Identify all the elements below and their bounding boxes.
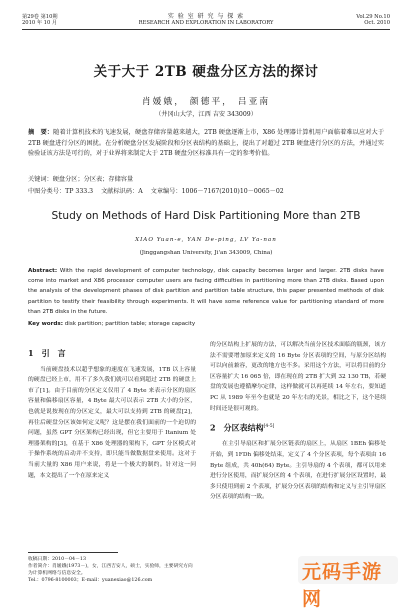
body-right-column — [210, 340, 386, 503]
footnote-received: 收稿日期：2010－04－13 — [28, 557, 86, 562]
paper-title-cn: 关于大于 2TB 硬盘分区方法的探讨 — [93, 64, 319, 80]
introduction-paragraph: 当前硬盘技术以超乎想象的速度在飞速发展，1TB 以上容量的硬盘已经上市，用不了多久我们就可以看到超过 2TB 的硬盘上市了[1]。由于目前的分区定义仅用了 4 Byte 来表示分区的扇区容量和偏移扇区容量，4 Byte 最大可以表示 2TB 大小的分区，也就是说按现在的分区定义，最大可以支持到 2TB 的硬盘[2]，再往后硬盘分区该如何定义呢？这是摆在我们面前的一个迫切的问题，虽然 GPT 分区架构已经出现，但它主要用于 Itanium 处理器架构的[3]，在基于 X86 处理器的架构下，GPT 分区模式对于操作系统的启动并不支持，即只能当做数据盘来使用。这对于当前大量的 X86 用户来说，将是一个极大的制约。针对这一问题，本文提出了一个在原来定义 — [28, 366, 196, 479]
journal-name — [0, 14, 412, 26]
journal-volume-en — [356, 14, 390, 26]
header-divider — [22, 29, 390, 30]
section-heading-introduction: 1 引 言 — [28, 348, 66, 358]
keywords-cn: 关键词：硬盘分区；分区表；存储容量 — [28, 176, 134, 183]
abstract-en-label: Abstract: — [28, 268, 58, 274]
affiliation-en: (Jinggangshan University, Ji'an 343009, China) — [139, 250, 273, 256]
affiliation-cn: （井冈山大学，江西 吉安 343009） — [155, 111, 257, 118]
footnote — [28, 556, 196, 584]
authors-cn: 肖媛娥， 颜德平， 吕亚南 — [141, 97, 271, 107]
journal-name-cn: 实 验 室 研 究 与 探 索 — [167, 13, 245, 20]
abstract-cn-text: 随着计算机技术的飞速发展，硬盘存储容量越来越大，2TB 硬盘逐渐上市，X86 处理器计算机用户面临着难以应对大于 2TB 硬盘进行分区的困扰。在分析硬盘分区发展阶段和分区表结构的基础上，提出了对超过 2TB 硬盘进行分区的方法，并通过实验验证该方法是可行的，对于业界将来制定大于 2TB 硬盘分区标准具有一定的参考价值。 — [28, 129, 385, 158]
section2-citation: [4-5] — [263, 424, 275, 430]
journal-volume-en-line2: Oct. 2010 — [364, 20, 390, 27]
abstract-cn — [28, 128, 384, 160]
keywords-en-label: Key words: — [28, 321, 63, 327]
journal-name-en: RESEARCH AND EXPLORATION IN LABORATORY — [138, 20, 274, 27]
keywords-en-text: disk partition; partition table; storage capacity — [64, 321, 196, 327]
clc-number: 中图分类号：TP 333.3 — [28, 188, 94, 195]
body-left-column — [28, 340, 196, 481]
watermark-text: 元码手游网 — [302, 561, 383, 610]
watermark-logo — [298, 556, 398, 610]
footnote-contact: Tel.：0796-8100003；E-mail：yuanexiao@126.com — [28, 578, 153, 583]
section2-title: 2 分区表结构 — [210, 422, 264, 433]
journal-volume-en-line1: Vol.29 No.10 — [356, 14, 390, 20]
authors-en: XIAO Yuan-e, YAN De-ping, LV Ya-nan — [135, 237, 277, 243]
abstract-en-text: With the rapid development of computer technology, disk capacity becomes larger and larger. 2TB disks have come into market and X86 processor computer users are facing difficulties in partitioning more than 2TB disks. Based upon the analysis of the development phases of disk partition and partition table structure, this paper presented methods of disk partition to testify their feasibility through experiments. It will have some reference value for partitioning standard of more than 2TB disks in the future. — [28, 268, 384, 315]
abstract-cn-label: 摘 要： — [28, 129, 54, 136]
continuation-paragraph: 的分区结构上扩展的方法，可以解决当前分区技术面临的瓶颈，该方法不需要增加原来定义的 16 Byte 分区表项的空间，与原分区结构可以向前兼容，更改的地方也不多。采用这个方法，可以将目前的分区容量扩大 16 065 倍，即在现在的 2TB 扩大到 32 130 TB，若硬盘的发展也遵循摩尔定律，这样做就可以再延续 14 年左右，要知道 PC 从 1989 年至今也就是 20 年左右的光景，相比之下，这个延续时间还是很可观的。 — [210, 342, 386, 412]
partition-table-paragraph: 在主引导扇区和扩展分区链表的扇区上，从扇区 1BEh 偏移处开始，到 1FDh 偏移处结束，定义了 4 个分区表项，每个表项由 16 Byte 组成，共 40h(64) Byte。主引导扇的 4 个表项，都可以用来进行分区使用，而扩展分区的 4 个表项，在进行扩展分区设置时，最多只使用到前 2 个表项，扩展分分区表项的结构和定义与主引导扇区分区表项的结构一致。 — [210, 441, 386, 501]
keywords-en — [28, 321, 195, 327]
document-code: 文献标识码：A — [101, 188, 143, 195]
footnote-divider — [28, 552, 118, 553]
article-number: 文章编号：1006－7167(2010)10－0065－02 — [150, 188, 284, 195]
journal-volume: 第29卷 第10期 — [22, 14, 58, 20]
journal-date: 2010 年 10 月 — [22, 20, 58, 27]
section-heading-partition-table — [210, 422, 386, 433]
classification-info — [28, 186, 384, 195]
paper-title-en: Study on Methods of Hard Disk Partitioning More than 2TB — [51, 210, 361, 222]
footnote-author: 作者简介：肖媛娥(1973－)，女，江西吉安人，硕士，实验师，主要研究方向为计算机网络与信息安全。 — [28, 564, 193, 576]
abstract-en — [28, 266, 384, 317]
